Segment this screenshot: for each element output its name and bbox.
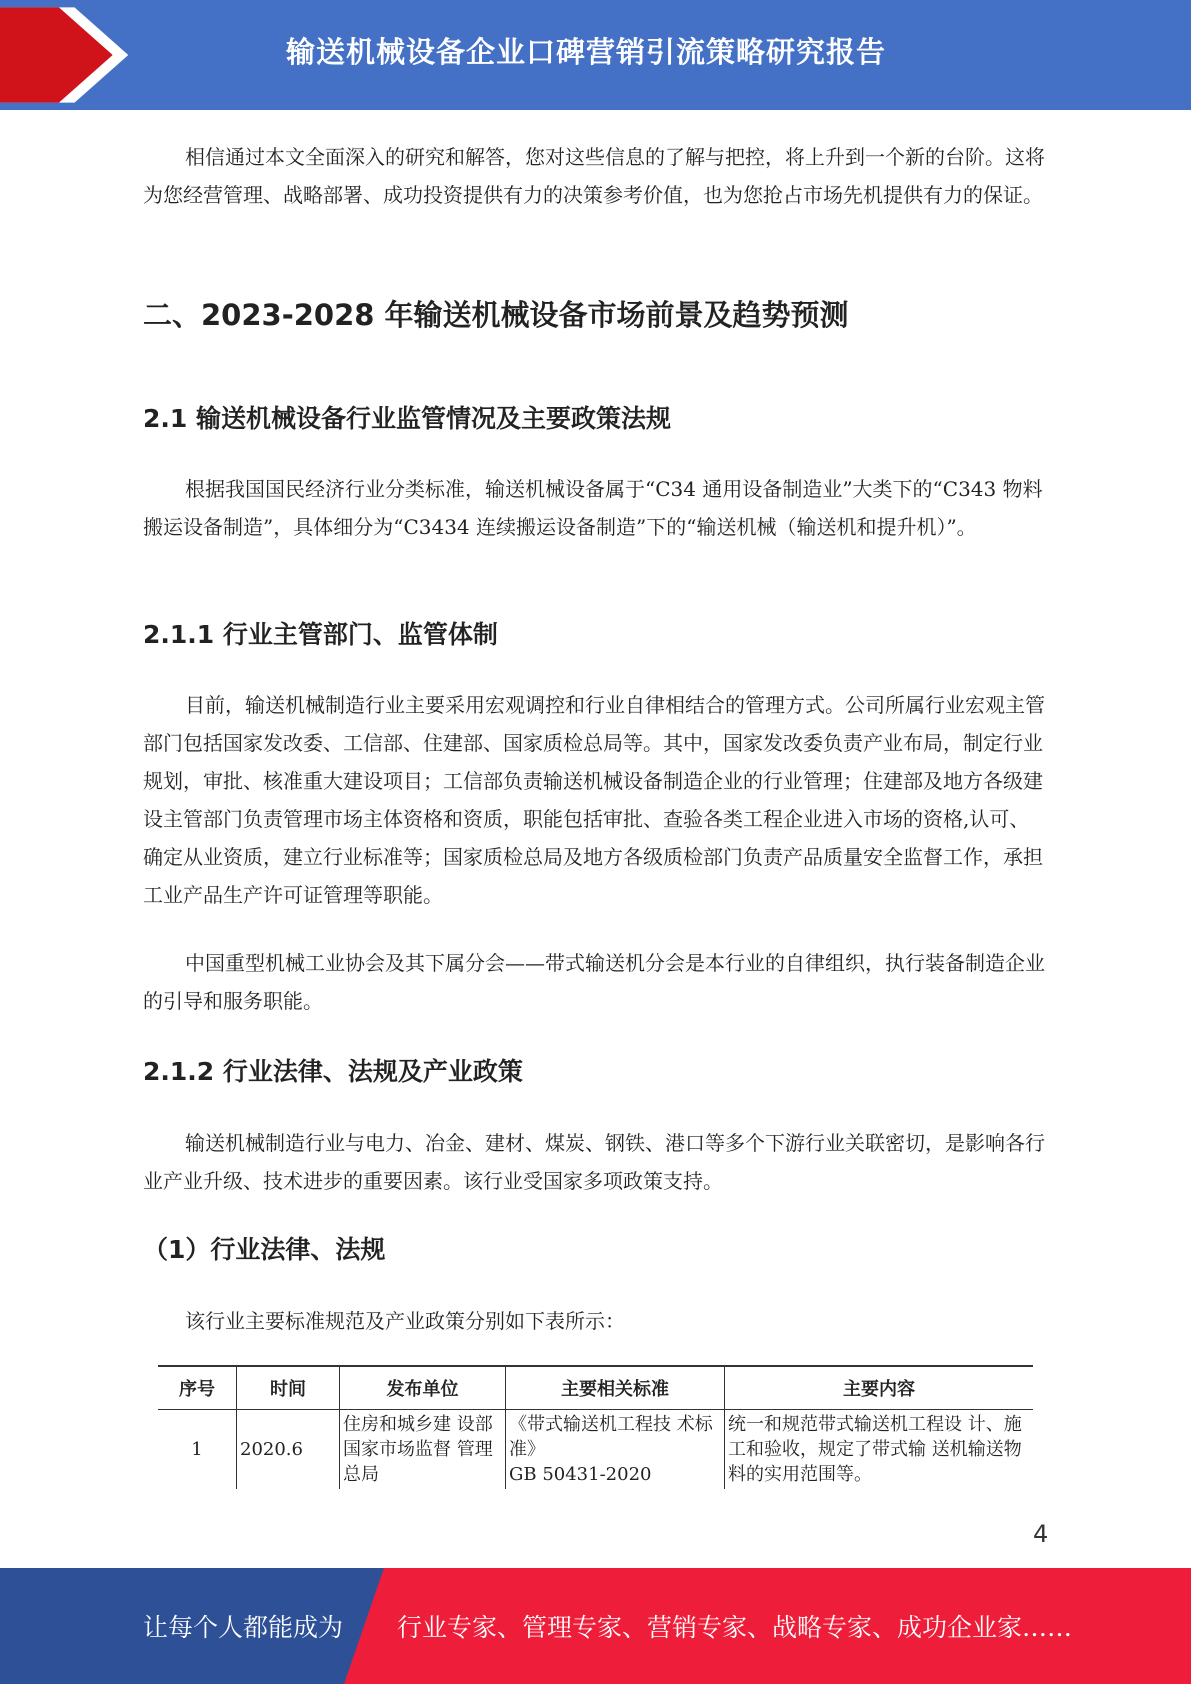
table-header-row [158,1366,1033,1410]
subsection-1-title: （1）行业法律、法规 [143,1235,386,1264]
footer-slogan-left: 让每个人都能成为 [143,1613,344,1642]
table-row [158,1410,1033,1490]
table-header-no: 序号 [158,1366,237,1410]
standards-table [158,1365,1033,1489]
table-header-standard: 主要相关标准 [506,1366,725,1410]
table-cell-publisher: 住房和城乡建 设部 国家市场监督 管理总局 [340,1410,506,1490]
section-2-1-1-paragraph-1: 目前，输送机械制造行业主要采用宏观调控和行业自律相结合的管理方式。公司所属行业宏观主管部门包括国家发改委、工信部、住建部、国家质检总局等。其中，国家发改委负责产业布局，制定行业规划，审批、核准重大建设项目；工信部负责输送机械设备制造企业的行业管理；住建部及地方各级建设主管部门负责管理市场主体资格和资质，职能包括审批、查验各类工程企业进入市场的资格,认可、确定从业资质，建立行业标准等；国家质检总局及地方各级质检部门负责产品质量安全监督工作，承担工业产品生产许可证管理等职能。 [143,693,1045,907]
page-footer [0,1568,1191,1684]
header-arrow-decoration [0,0,130,110]
header-title: 输送机械设备企业口碑营销引流策略研究报告 [286,35,887,69]
table-cell-date: 2020.6 [237,1410,340,1490]
section-2-1-2-paragraph: 输送机械制造行业与电力、冶金、建材、煤炭、钢铁、港口等多个下游行业关联密切，是影响各行业产业升级、技术进步的重要因素。该行业受国家多项政策支持。 [143,1131,1045,1193]
page-header [0,0,1191,110]
table-intro: 该行业主要标准规范及产业政策分别如下表所示： [185,1309,625,1333]
section-2-1-title: 2.1 输送机械设备行业监管情况及主要政策法规 [143,404,671,433]
section-2-1-2-title: 2.1.2 行业法律、法规及产业政策 [143,1057,523,1086]
page-number: 4 [1033,1520,1049,1548]
table-header-date: 时间 [237,1366,340,1410]
table-cell-standard: 《带式输送机工程技 术标准》 GB 50431-2020 [506,1410,725,1490]
table-header-content: 主要内容 [725,1366,1034,1410]
table-cell-no: 1 [191,1439,203,1460]
table-cell-content: 统一和规范带式输送机工程设 计、施工和验收，规定了带式输 送机输送物料的实用范围等。 [725,1410,1034,1490]
section-2-1-1-title: 2.1.1 行业主管部门、监管体制 [143,620,498,649]
section-2-1-1-paragraph-2: 中国重型机械工业协会及其下属分会——带式输送机分会是本行业的自律组织，执行装备制造企业的引导和服务职能。 [143,951,1045,1013]
footer-slogan-right: 行业专家、管理专家、营销专家、战略专家、成功企业家…… [397,1613,1073,1642]
section-2-title: 二、2023-2028 年输送机械设备市场前景及趋势预测 [143,298,849,332]
table-header-publisher: 发布单位 [340,1366,506,1410]
intro-paragraph: 相信通过本文全面深入的研究和解答，您对这些信息的了解与把控，将上升到一个新的台阶。这将为您经营管理、战略部署、成功投资提供有力的决策参考价值，也为您抢占市场先机提供有力的保证。 [143,145,1045,207]
section-2-1-paragraph: 根据我国国民经济行业分类标准，输送机械设备属于“C34 通用设备制造业”大类下的“C343 物料搬运设备制造”，具体细分为“C3434 连续搬运设备制造”下的“输送机械（输送机和提升机）”。 [143,477,1043,539]
